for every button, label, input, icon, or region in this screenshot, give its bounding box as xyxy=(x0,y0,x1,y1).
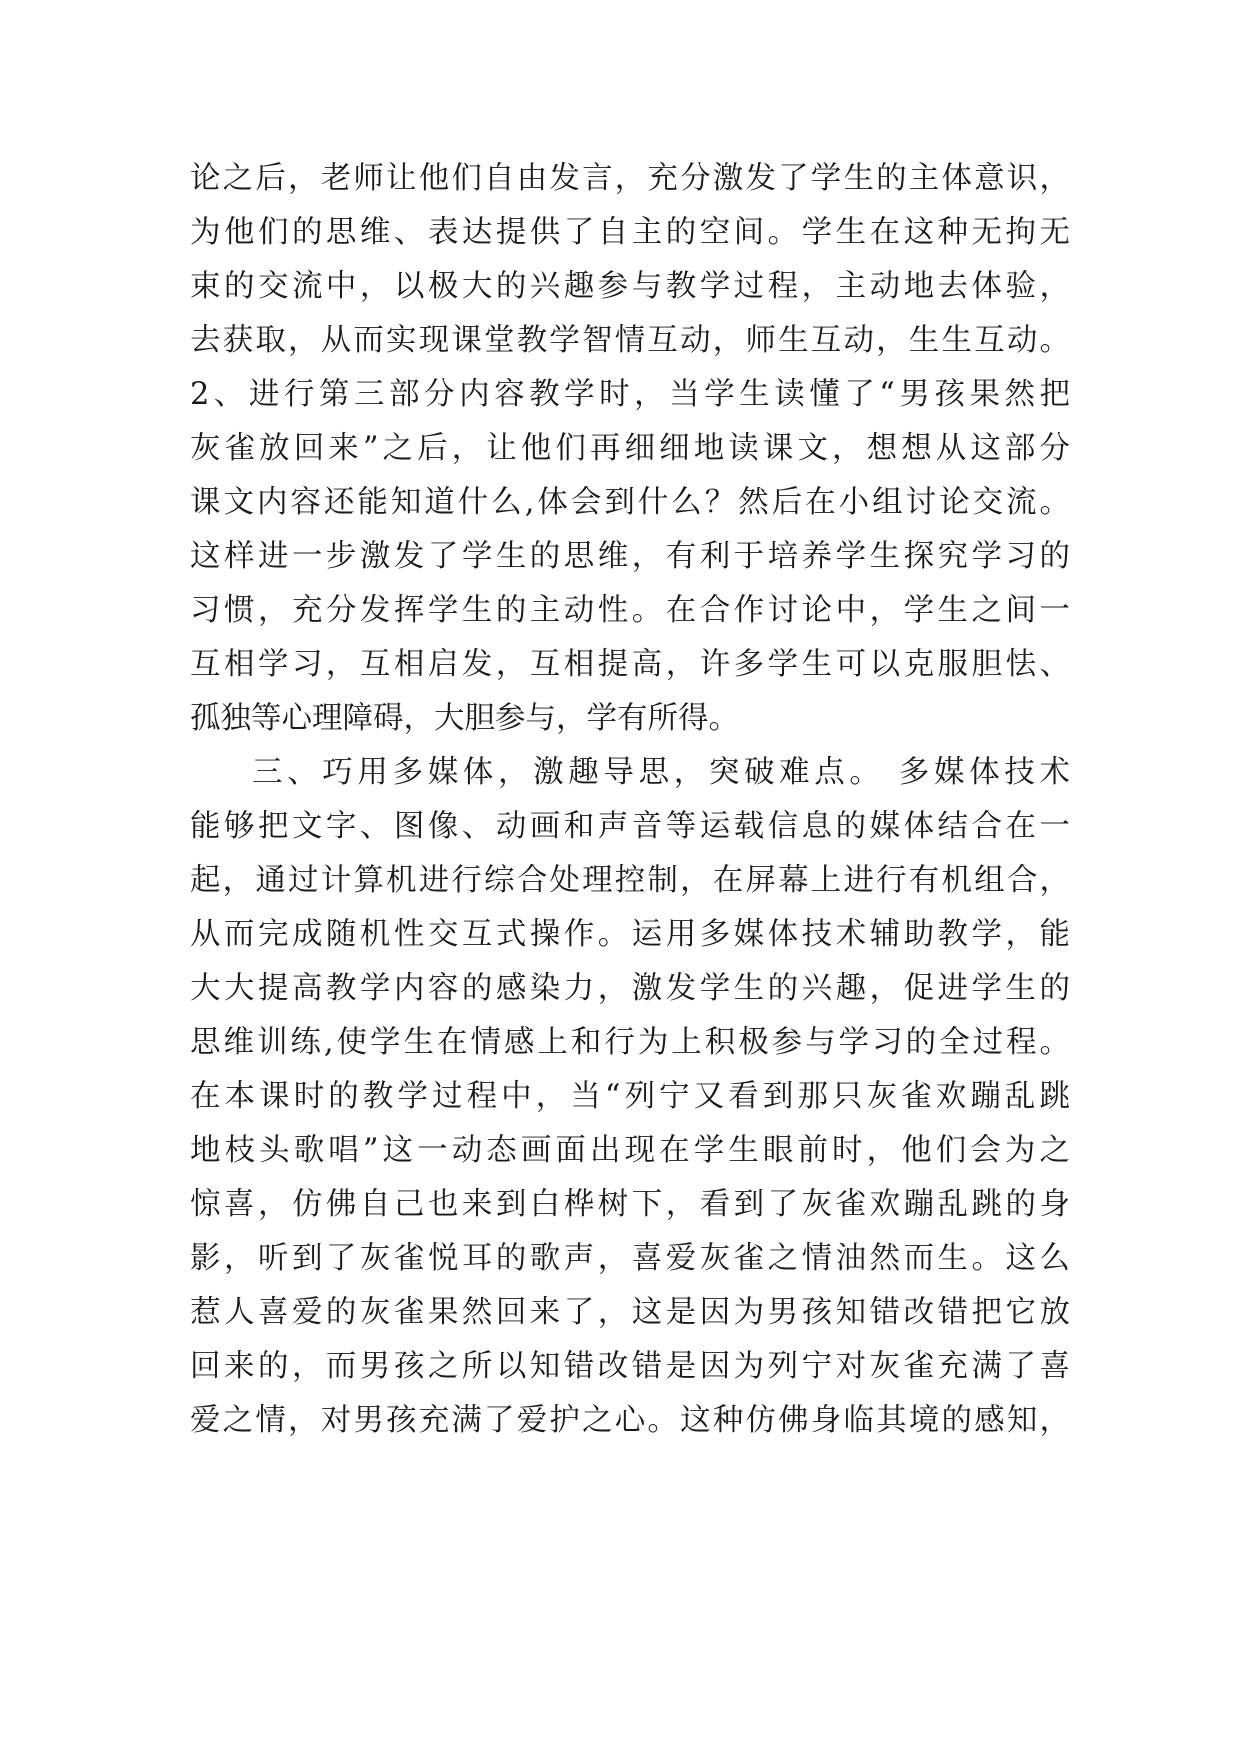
text-line: 从而完成随机性交互式操作。运用多媒体技术辅助教学，能 xyxy=(190,917,1070,952)
text-line: 灰雀放回来”之后，让他们再细细地读课文，想想从这部分 xyxy=(190,431,1070,466)
text-line: 思维训练,使学生在情感上和行为上积极参与学习的全过程。 xyxy=(190,1025,1070,1060)
body-text xyxy=(190,152,1070,1448)
text-line: 回来的，而男孩之所以知错改错是因为列宁对灰雀充满了喜 xyxy=(190,1349,1070,1384)
text-line: 三、巧用多媒体，激趣导思，突破难点。 多媒体技术 xyxy=(252,755,1070,790)
text-line: 为他们的思维、表达提供了自主的空间。学生在这种无拘无 xyxy=(190,215,1070,250)
text-line: 孤独等心理障碍，大胆参与，学有所得。 xyxy=(190,701,739,736)
text-line: 地枝头歌唱”这一动态画面出现在学生眼前时，他们会为之 xyxy=(190,1133,1070,1168)
text-line: 习惯，充分发挥学生的主动性。在合作讨论中，学生之间一 xyxy=(190,593,1070,628)
text-line: 影，听到了灰雀悦耳的歌声，喜爱灰雀之情油然而生。这么 xyxy=(190,1241,1070,1276)
text-line: 惹人喜爱的灰雀果然回来了，这是因为男孩知错改错把它放 xyxy=(190,1295,1070,1330)
text-line: 课文内容还能知道什么,体会到什么？然后在小组讨论交流。 xyxy=(190,485,1070,520)
text-line: 互相学习，互相启发，互相提高，许多学生可以克服胆怯、 xyxy=(190,647,1070,682)
text-line: 惊喜，仿佛自己也来到白桦树下，看到了灰雀欢蹦乱跳的身 xyxy=(190,1187,1070,1222)
text-line: 2、进行第三部分内容教学时，当学生读懂了“男孩果然把 xyxy=(190,377,1070,412)
text-line: 这样进一步激发了学生的思维，有利于培养学生探究学习的 xyxy=(190,539,1070,574)
text-line: 论之后，老师让他们自由发言，充分激发了学生的主体意识， xyxy=(190,161,1070,196)
text-line: 爱之情，对男孩充满了爱护之心。这种仿佛身临其境的感知， xyxy=(190,1403,1070,1438)
text-line: 能够把文字、图像、动画和声音等运载信息的媒体结合在一 xyxy=(190,809,1070,844)
text-line: 大大提高教学内容的感染力，激发学生的兴趣，促进学生的 xyxy=(190,971,1070,1006)
text-line: 去获取，从而实现课堂教学智情互动，师生互动，生生互动。 xyxy=(190,323,1070,358)
text-line: 在本课时的教学过程中，当“列宁又看到那只灰雀欢蹦乱跳 xyxy=(190,1079,1070,1114)
text-line: 束的交流中，以极大的兴趣参与教学过程，主动地去体验， xyxy=(190,269,1070,304)
document-page xyxy=(190,0,1070,1754)
text-line: 起，通过计算机进行综合处理控制，在屏幕上进行有机组合， xyxy=(190,863,1070,898)
